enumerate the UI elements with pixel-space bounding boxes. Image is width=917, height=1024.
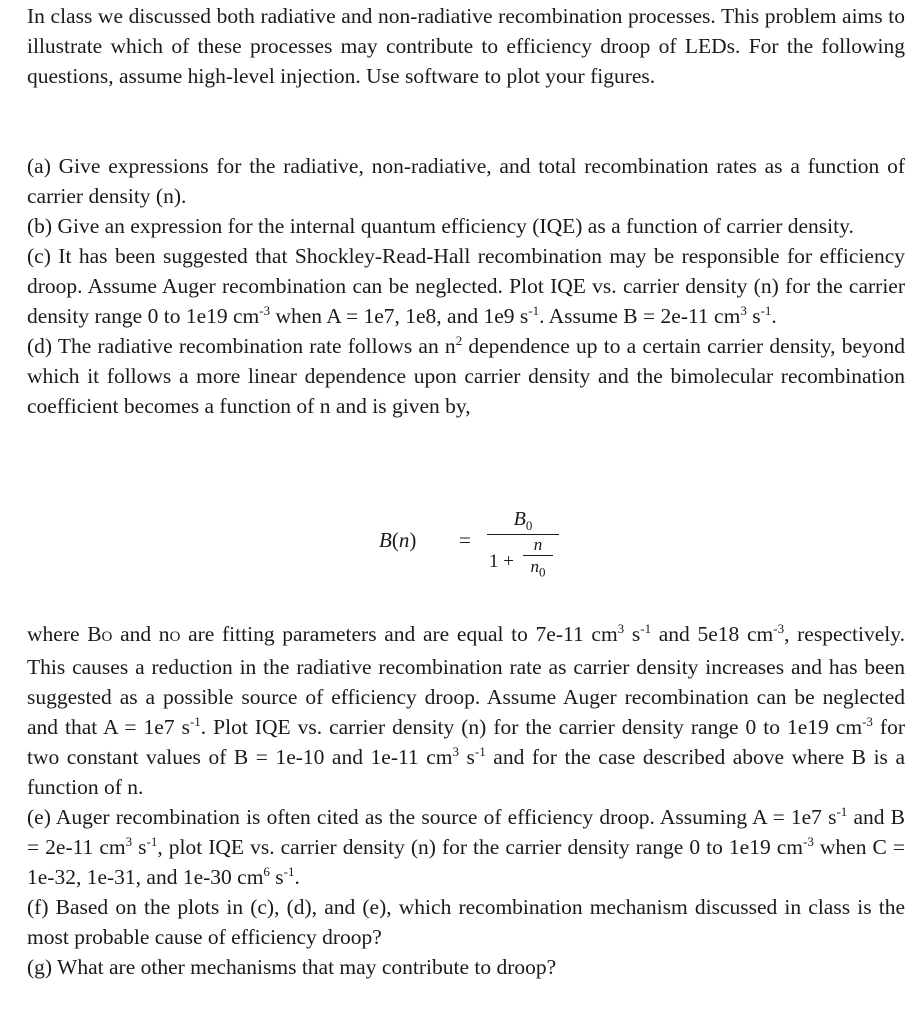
bimolecular-coefficient-formula [379, 506, 599, 596]
formula-fraction [487, 506, 559, 591]
formula-numerator: $B_0$ [513, 508, 533, 533]
question-c: (c) It has been suggested that Shockley-Read-Hall recombination may be responsible for efficiency droop. Assume Auger recombination can be neglected. Plot IQE vs. carrier density (n) for the carrier density range 0 to 1e19 $cm^{-3}$ when A = 1e7, 1e8, and 1e9 $s^{-1}$. Assume B = 2e-11 $cm^3$ $s^{-1}$. [27, 244, 905, 328]
formula-denominator: 1 + n $n_0$ [487, 535, 559, 591]
questions-d-to-g [27, 619, 905, 982]
formula-inner-fraction: n $n_0$ [523, 535, 553, 583]
questions-a-to-d [27, 151, 905, 421]
question-e: (e) Auger recombination is often cited as the source of efficiency droop. Assuming A = 1e7 $s^{-1}$ and B = 2e-11 $cm^3$ $s^{-1}$, plot IQE vs. carrier density (n) for the carrier density range 0 to 1e19 $cm^{-3}$ when C = 1e-32, 1e-31, and 1e-30 $cm^6$ $s^{-1}$. [27, 804, 905, 889]
formula-equals: = [459, 528, 471, 552]
formula-lhs: B(n) [379, 528, 417, 552]
question-d-details: where BO and nO are fitting parameters and are equal to 7e-11 $cm^3$ $s^{-1}$ and 5e18 $cm^{-3}$, respectively. This causes a reduction in the radiative recombination rate as carrier density increases and has been suggested as a possible source of efficiency droop. Assume Auger recombination can be neglected and that A = 1e7 $s^{-1}$. Plot IQE vs. carrier density (n) for the carrier density range 0 to 1e19 $cm^{-3}$ for two constant values of B = 1e-10 and 1e-11 $cm^3$ $s^{-1}$ and for the case described above where B is a function of n. [27, 621, 905, 799]
question-f: (f) Based on the plots in (c), (d), and (e), which recombination mechanism discussed in class is the most probable cause of efficiency droop? [27, 895, 905, 949]
problem-intro: In class we discussed both radiative and non-radiative recombination processes. This problem aims to illustrate which of these processes may contribute to efficiency droop of LEDs. For the following questions, assume high-level injection. Use software to plot your figures. [27, 4, 905, 88]
question-a: (a) Give expressions for the radiative, non-radiative, and total recombination rates as a function of carrier density (n). [27, 154, 905, 208]
question-g: (g) What are other mechanisms that may contribute to droop? [27, 955, 557, 979]
question-d-intro: (d) The radiative recombination rate follows an $n^2$ dependence up to a certain carrier density, beyond which it follows a more linear dependence upon carrier density and the bimolecular recombination coefficient becomes a function of n and is given by, [27, 333, 905, 418]
question-b: (b) Give an expression for the internal quantum efficiency (IQE) as a function of carrier density. [27, 214, 854, 238]
